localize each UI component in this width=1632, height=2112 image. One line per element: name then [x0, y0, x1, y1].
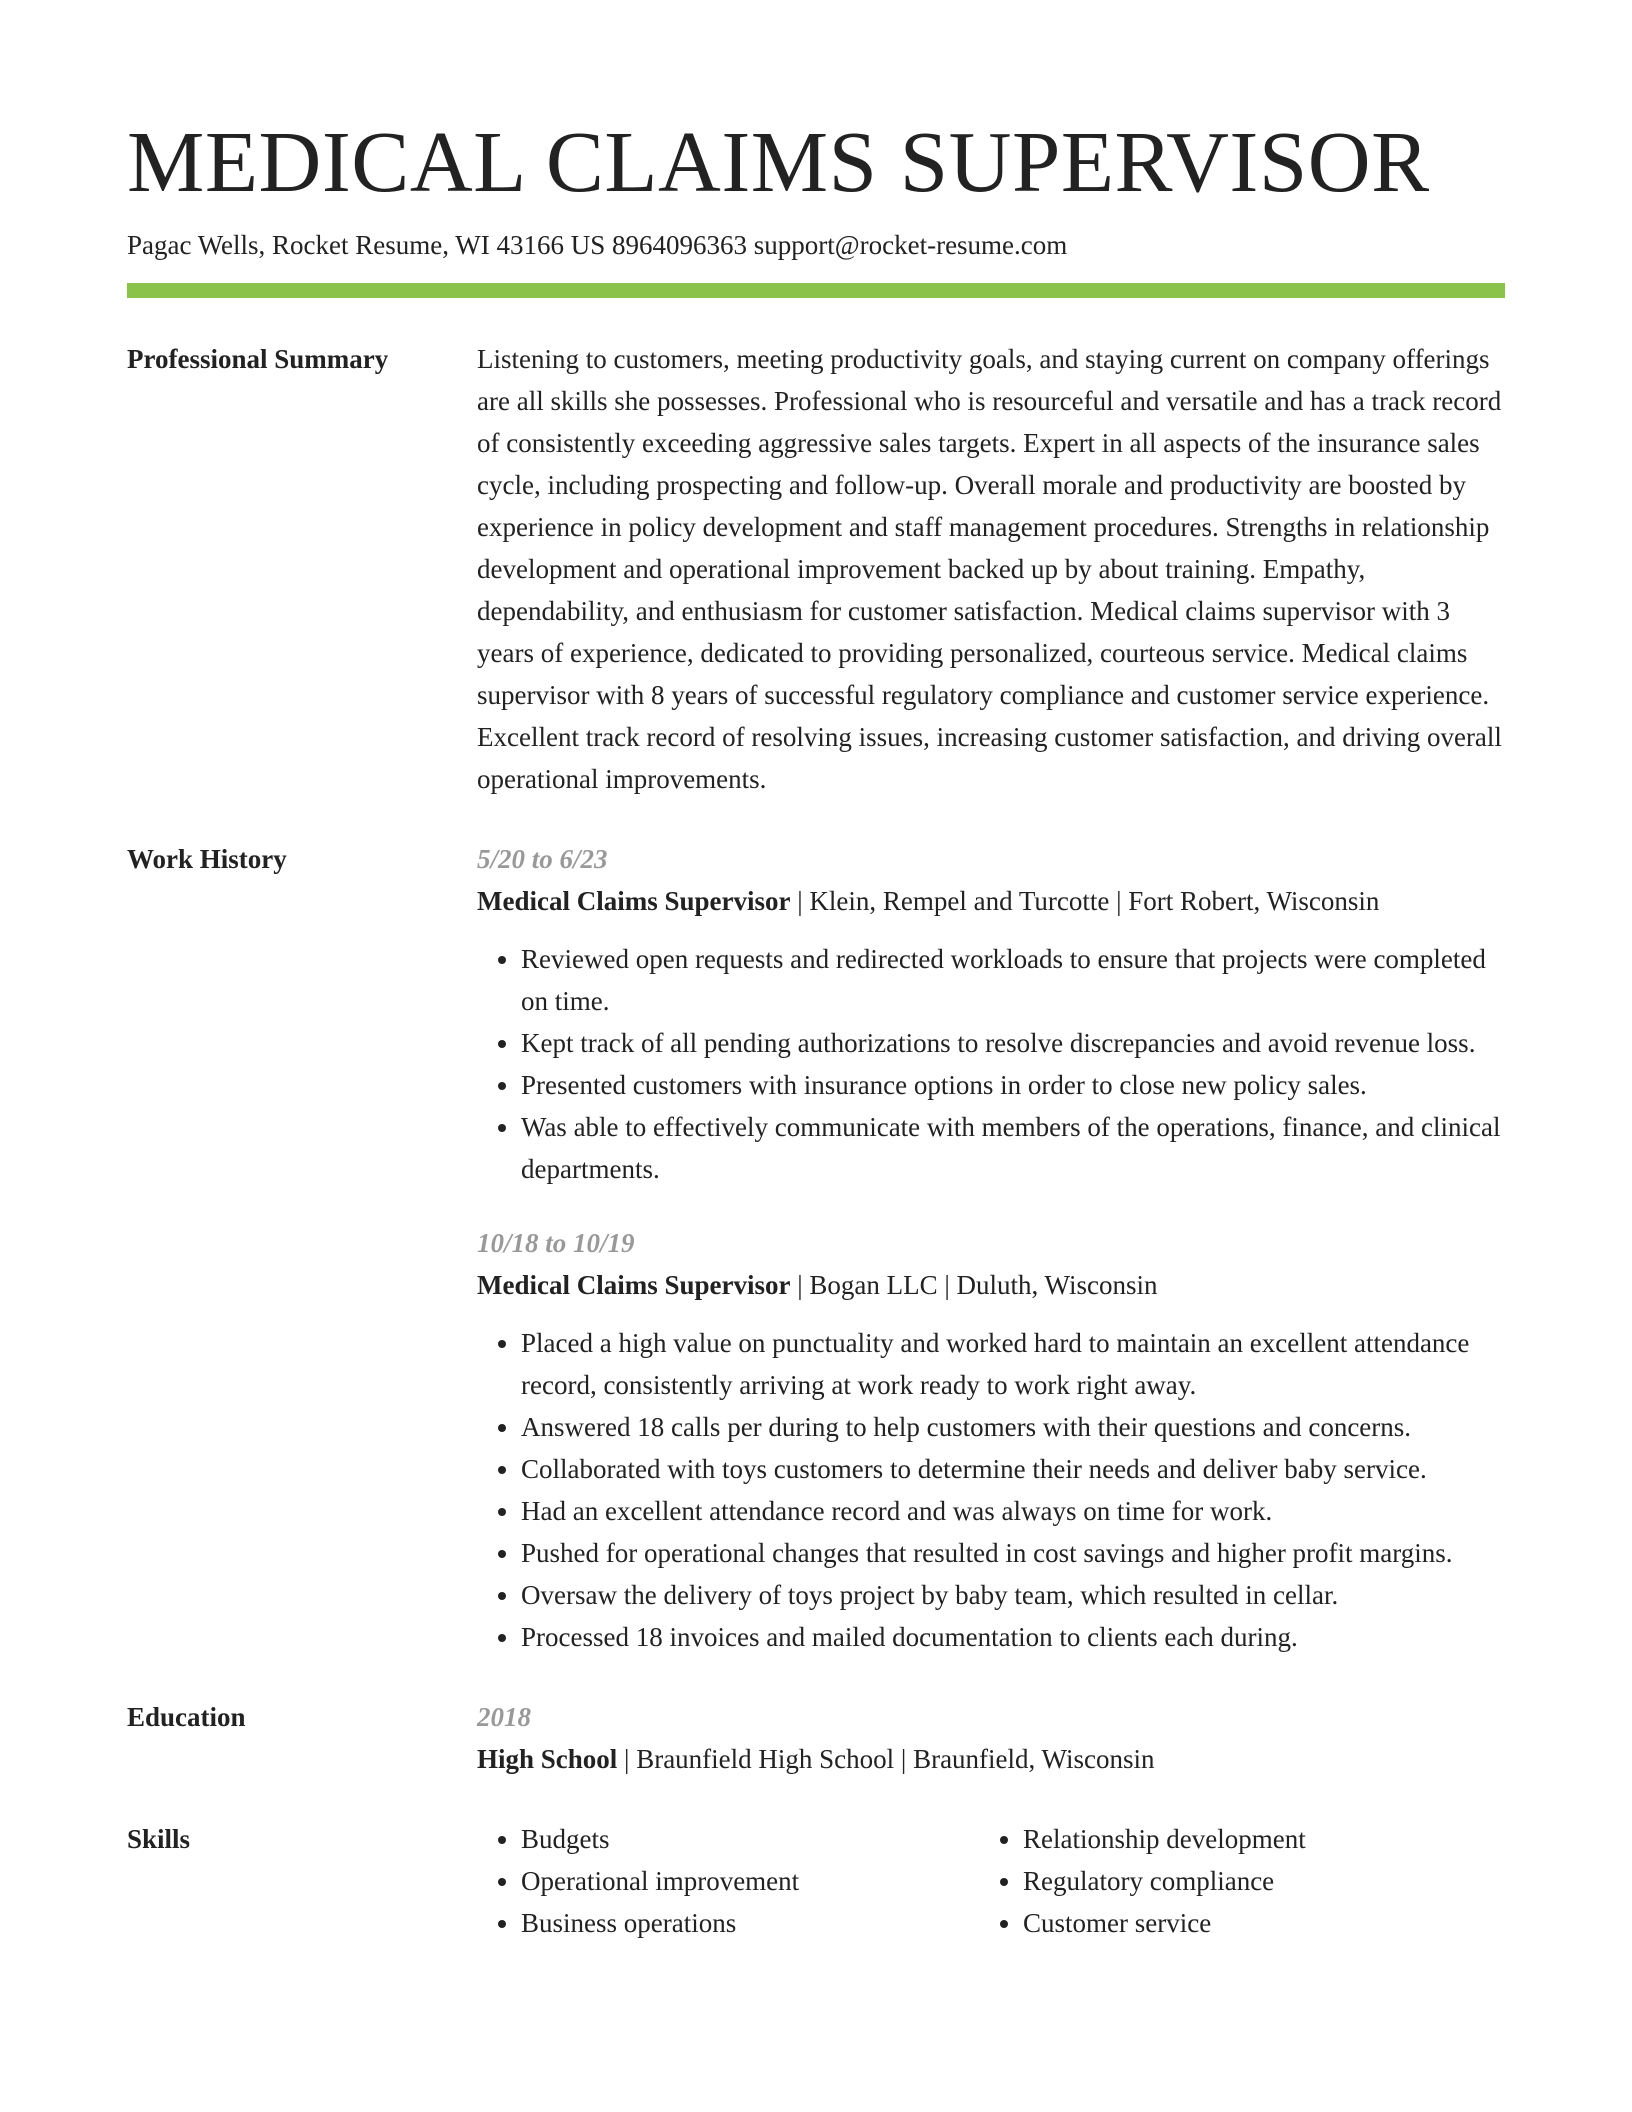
job-dates: 5/20 to 6/23 — [477, 844, 608, 875]
work-history-body — [477, 838, 1505, 1658]
education-details: | Braunfield High School | Braunfield, Wisconsin — [617, 1744, 1155, 1775]
skills-section — [127, 1818, 1505, 1944]
work-history-section — [127, 838, 1505, 1658]
job-bullet: • Was able to effectively communicate with members of the operations, finance, and clinical departments. — [521, 1106, 1505, 1190]
education-body — [477, 1696, 1505, 1780]
job-entry — [477, 838, 1505, 1190]
job-details: | Klein, Rempel and Turcotte | Fort Robert, Wisconsin — [790, 886, 1380, 917]
job-bullet: • Oversaw the delivery of toys project by baby team, which resulted in cellar. — [521, 1574, 1505, 1616]
skill-item: • Customer service — [1023, 1902, 1481, 1944]
job-bullet: • Placed a high value on punctuality and worked hard to maintain an excellent attendance record, consistently arriving at work ready to work right away. — [521, 1322, 1505, 1406]
job-bullet: • Reviewed open requests and redirected workloads to ensure that projects were completed on time. — [521, 938, 1505, 1022]
education-date: 2018 — [477, 1702, 531, 1733]
skill-item: • Operational improvement — [521, 1860, 979, 1902]
section-label-summary: Professional Summary — [127, 344, 389, 375]
summary-text: Listening to customers, meeting productivity goals, and staying current on company offerings are all skills she possesses. Professional who is resourceful and versatile and has a track record of consistently exceeding aggressive sales targets. Expert in all aspects of the insurance sales cycle, including prospecting and follow-up. Overall morale and productivity are boosted by experience in policy development and staff management procedures. Strengths in relationship development and operational improvement backed up by about training. Empathy, dependability, and enthusiasm for customer satisfaction. Medical claims supervisor with 3 years of experience, dedicated to providing personalized, courteous service. Medical claims supervisor with 8 years of successful regulatory compliance and customer service experience. Excellent track record of resolving issues, increasing customer satisfaction, and driving overall operational improvements. — [477, 344, 1502, 795]
education-degree: High School — [477, 1744, 618, 1775]
job-details: | Bogan LLC | Duluth, Wisconsin — [790, 1270, 1158, 1301]
contact-line: Pagac Wells, Rocket Resume, WI 43166 US 8964096363 support@rocket-resume.com — [127, 230, 1068, 260]
summary-section — [127, 338, 1505, 800]
job-title: Medical Claims Supervisor — [477, 1270, 791, 1301]
job-title-line — [477, 1264, 1505, 1306]
resume-title: MEDICAL CLAIMS SUPERVISOR — [127, 113, 1430, 210]
job-bullet: • Presented customers with insurance options in order to close new policy sales. — [521, 1064, 1505, 1106]
job-bullets — [477, 938, 1505, 1190]
accent-divider — [127, 283, 1505, 298]
job-dates: 10/18 to 10/19 — [477, 1228, 635, 1259]
skill-item: • Relationship development — [1023, 1818, 1481, 1860]
section-label-work-history: Work History — [127, 844, 287, 875]
job-entry — [477, 1222, 1505, 1658]
job-title-line — [477, 880, 1505, 922]
job-bullet: • Had an excellent attendance record and was always on time for work. — [521, 1490, 1505, 1532]
job-bullet: • Pushed for operational changes that resulted in cost savings and higher profit margins. — [521, 1532, 1505, 1574]
job-title: Medical Claims Supervisor — [477, 886, 791, 917]
skill-item: • Business operations — [521, 1902, 979, 1944]
summary-body — [477, 338, 1505, 800]
section-label-skills: Skills — [127, 1824, 191, 1855]
job-bullet: • Kept track of all pending authorizations to resolve discrepancies and avoid revenue loss. — [521, 1022, 1505, 1064]
education-line — [477, 1738, 1505, 1780]
skills-body — [477, 1818, 1505, 1944]
skills-list-left — [477, 1818, 979, 1944]
job-bullet: • Collaborated with toys customers to determine their needs and deliver baby service. — [521, 1448, 1505, 1490]
skill-item: • Regulatory compliance — [1023, 1860, 1481, 1902]
job-bullet: • Processed 18 invoices and mailed documentation to clients each during. — [521, 1616, 1505, 1658]
job-bullets — [477, 1322, 1505, 1658]
job-bullet: • Answered 18 calls per during to help customers with their questions and concerns. — [521, 1406, 1505, 1448]
education-section — [127, 1696, 1505, 1780]
section-label-education: Education — [127, 1702, 246, 1733]
skill-item: • Budgets — [521, 1818, 979, 1860]
skills-list-right — [979, 1818, 1481, 1944]
